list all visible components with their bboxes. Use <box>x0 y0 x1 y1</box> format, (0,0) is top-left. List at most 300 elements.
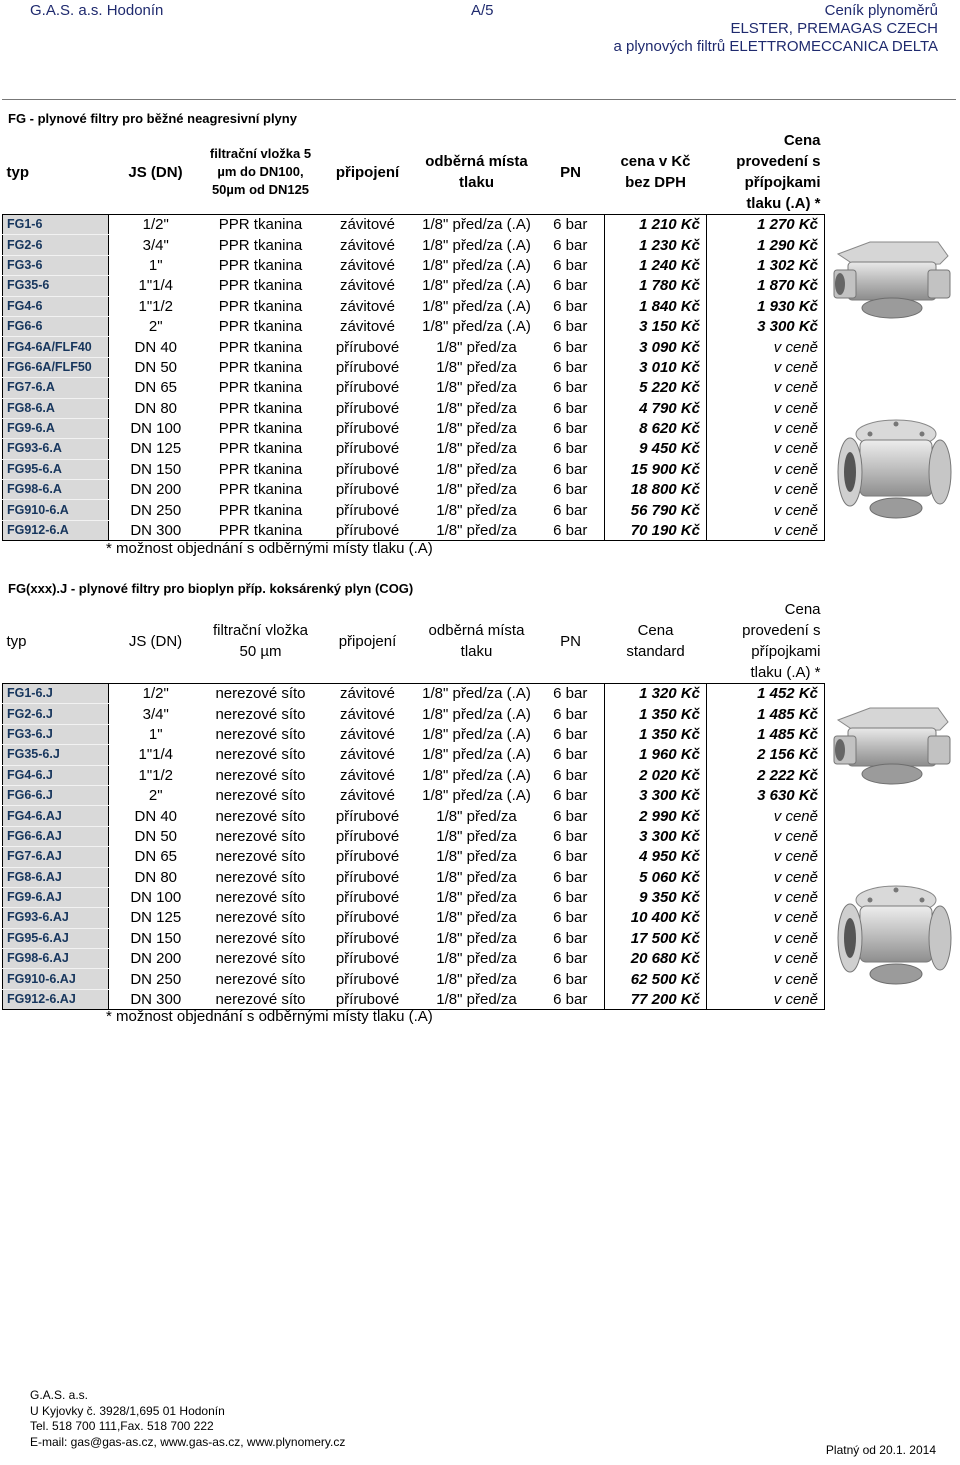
cell-typ: FG35-6.J <box>3 745 109 765</box>
cell-pripojeni: přírubové <box>335 399 400 417</box>
footer-address: U Kyjovky č. 3928/1,695 01 Hodonín <box>30 1403 225 1418</box>
table-row <box>3 806 825 826</box>
col-cena-provedeni <box>707 130 825 215</box>
cell-cena-provedeni: 3 300 Kč <box>707 316 825 336</box>
cell-cena-provedeni: v ceně <box>707 887 825 907</box>
cell-cena: 1 960 Kč <box>605 745 707 765</box>
col-pn: PN <box>537 130 605 215</box>
footer-phone: Tel. 518 700 111,Fax. 518 700 222 <box>30 1419 214 1433</box>
cell-pn: 6 bar <box>553 236 588 254</box>
cell-pn: 6 bar <box>553 216 588 234</box>
cell-js: DN 300 <box>109 989 203 1009</box>
col-vlozka-l2: 50 µm <box>239 643 282 660</box>
cell-cena: 2 020 Kč <box>605 765 707 785</box>
cell-pn: 6 bar <box>553 950 588 968</box>
table-row <box>3 867 825 887</box>
cell-odber: 1/8" před/za <box>436 440 517 458</box>
cell-vlozka: PPR tkanina <box>218 277 303 295</box>
cell-js: DN 200 <box>130 950 182 968</box>
cell-typ: FG35-6 <box>3 276 109 296</box>
cell-cena: 1 350 Kč <box>605 724 707 744</box>
cell-pn: 6 bar <box>553 868 588 886</box>
cell-js: DN 40 <box>134 338 178 356</box>
section1-note: * možnost objednání s odběrnými místy tlaku (.A) <box>106 540 433 557</box>
cell-cena-provedeni: v ceně <box>707 480 825 500</box>
cell-typ: FG912-6.AJ <box>3 989 109 1009</box>
cell-typ: FG93-6.A <box>3 439 109 459</box>
cell-js: DN 50 <box>134 358 178 376</box>
col-prov-l3: přípojkami <box>751 643 821 660</box>
cell-vlozka: PPR tkanina <box>218 460 303 478</box>
cell-cena-provedeni: v ceně <box>707 500 825 520</box>
cell-js: 1" <box>148 725 163 743</box>
cell-pripojeni: přírubové <box>335 338 400 356</box>
cell-typ: FG4-6 <box>3 296 109 316</box>
cell-js: 3/4" <box>142 236 169 254</box>
cell-vlozka: PPR tkanina <box>218 501 303 519</box>
cell-odber: 1/8" před/za <box>436 379 517 397</box>
cell-odber: 1/8" před/za (.A) <box>422 746 531 764</box>
cell-odber: 1/8" před/za <box>436 481 517 499</box>
cell-cena-provedeni: v ceně <box>707 847 825 867</box>
cell-pn: 6 bar <box>537 989 605 1009</box>
cell-cena-provedeni: v ceně <box>707 357 825 377</box>
cell-js: DN 250 <box>130 501 182 519</box>
cell-vlozka: PPR tkanina <box>218 216 303 234</box>
cell-cena-provedeni: 1 452 Kč <box>707 684 825 704</box>
cell-pn: 6 bar <box>553 970 588 988</box>
cell-vlozka: nerezové síto <box>215 807 306 825</box>
cell-odber: 1/8" před/za (.A) <box>422 216 531 234</box>
table-row <box>3 337 825 357</box>
cell-typ: FG910-6.A <box>3 500 109 520</box>
cell-cena: 1 780 Kč <box>605 276 707 296</box>
cell-js: DN 65 <box>134 848 178 866</box>
cell-pripojeni: přírubové <box>335 970 400 988</box>
cell-pn: 6 bar <box>553 889 588 907</box>
col-typ: typ <box>3 130 109 215</box>
table-row <box>3 704 825 724</box>
cell-js: DN 125 <box>130 909 182 927</box>
cell-typ: FG7-6.AJ <box>3 847 109 867</box>
cell-pripojeni: přírubové <box>335 358 400 376</box>
cell-odber: 1/8" před/za <box>436 909 517 927</box>
col-cena-provedeni <box>707 599 825 684</box>
col-typ: typ <box>3 599 109 684</box>
cell-vlozka: nerezové síto <box>215 868 306 886</box>
col-odber-l1: odběrná místa <box>428 622 525 639</box>
cell-vlozka: nerezové síto <box>215 950 306 968</box>
cell-cena: 9 350 Kč <box>605 887 707 907</box>
cell-cena: 10 400 Kč <box>605 908 707 928</box>
cell-odber: 1/8" před/za (.A) <box>422 685 531 703</box>
cell-js: DN 80 <box>134 399 178 417</box>
col-odber <box>417 130 537 215</box>
cell-js: 2" <box>148 318 163 336</box>
col-vlozka-l3: 50µm od DN125 <box>211 182 310 197</box>
cell-vlozka: nerezové síto <box>215 685 306 703</box>
threaded-filter-image <box>830 226 952 326</box>
table-row <box>3 255 825 275</box>
footer-company: G.A.S. a.s. <box>30 1388 89 1402</box>
cell-vlozka: PPR tkanina <box>218 318 303 336</box>
cell-pn: 6 bar <box>553 827 588 845</box>
cell-js: 3/4" <box>142 705 169 723</box>
table-row <box>3 480 825 500</box>
cell-typ: FG2-6.J <box>3 704 109 724</box>
cell-odber: 1/8" před/za (.A) <box>422 277 531 295</box>
title-line-1: Ceník plynoměrů <box>824 2 938 19</box>
cell-pn: 6 bar <box>553 746 588 764</box>
table-row <box>3 378 825 398</box>
cell-vlozka: nerezové síto <box>215 909 306 927</box>
cell-cena: 3 300 Kč <box>605 826 707 846</box>
col-vlozka-l1: filtrační vložka 5 <box>209 146 312 161</box>
cell-vlozka: nerezové síto <box>203 989 319 1009</box>
table-row <box>3 459 825 479</box>
cell-js: 1"1/4 <box>138 746 174 764</box>
company-name: G.A.S. a.s. Hodonín <box>30 2 164 19</box>
cell-vlozka: nerezové síto <box>215 766 306 784</box>
table-row <box>3 908 825 928</box>
cell-odber: 1/8" před/za (.A) <box>422 318 531 336</box>
cell-pripojeni: závitové <box>339 685 396 703</box>
cell-pn: 6 bar <box>553 420 588 438</box>
cell-js: DN 100 <box>130 889 182 907</box>
footer-email-web: E-mail: gas@gas-as.cz, www.gas-as.cz, www.plynomery.cz <box>30 1434 346 1449</box>
col-cena <box>605 130 707 215</box>
cell-pripojeni: závitové <box>339 216 396 234</box>
cell-js: DN 40 <box>134 807 178 825</box>
cell-vlozka: PPR tkanina <box>218 481 303 499</box>
cell-pn: 6 bar <box>553 848 588 866</box>
cell-typ: FG4-6A/FLF40 <box>3 337 109 357</box>
cell-cena: 5 220 Kč <box>605 378 707 398</box>
cell-vlozka: PPR tkanina <box>218 399 303 417</box>
cell-cena: 18 800 Kč <box>605 480 707 500</box>
cell-js: 1" <box>148 256 163 274</box>
cell-js: DN 100 <box>130 420 182 438</box>
cell-cena-provedeni: 2 222 Kč <box>707 765 825 785</box>
col-vlozka-l1: filtrační vložka <box>212 622 309 639</box>
col-prov-l2: provedení s <box>736 153 821 170</box>
col-prov-l4: tlaku (.A) * <box>750 664 821 681</box>
cell-pripojeni: závitové <box>339 746 396 764</box>
cell-vlozka: PPR tkanina <box>218 338 303 356</box>
cell-pripojeni: závitové <box>339 787 396 805</box>
cell-cena-provedeni: v ceně <box>707 949 825 969</box>
col-prov-l1: Cena <box>783 132 821 149</box>
cell-typ: FG912-6.A <box>3 520 109 540</box>
cell-cena-provedeni: 1 870 Kč <box>707 276 825 296</box>
cell-odber: 1/8" před/za <box>436 338 517 356</box>
filters-standard-table <box>2 130 825 541</box>
cell-pn: 6 bar <box>553 338 588 356</box>
cell-odber: 1/8" před/za <box>436 460 517 478</box>
cell-cena-provedeni: v ceně <box>707 928 825 948</box>
cell-odber: 1/8" před/za <box>436 807 517 825</box>
footer-contact <box>30 1388 345 1450</box>
table-row <box>3 928 825 948</box>
cell-typ: FG3-6 <box>3 255 109 275</box>
table-row <box>3 989 825 1009</box>
cell-odber: 1/8" před/za (.A) <box>422 297 531 315</box>
cell-js: DN 50 <box>134 827 178 845</box>
cell-typ: FG910-6.AJ <box>3 969 109 989</box>
col-vlozka <box>203 130 319 215</box>
cell-cena: 3 150 Kč <box>605 316 707 336</box>
cell-cena-provedeni: v ceně <box>707 459 825 479</box>
threaded-biogas-filter-image <box>830 692 952 792</box>
cell-cena: 4 950 Kč <box>605 847 707 867</box>
cell-cena: 1 320 Kč <box>605 684 707 704</box>
cell-js: DN 150 <box>130 929 182 947</box>
table-row <box>3 357 825 377</box>
table-row <box>3 439 825 459</box>
cell-typ: FG98-6.AJ <box>3 949 109 969</box>
col-cena <box>605 599 707 684</box>
table-row <box>3 215 825 235</box>
col-js: JS (DN) <box>109 130 203 215</box>
cell-typ: FG98-6.A <box>3 480 109 500</box>
cell-pn: 6 bar <box>553 440 588 458</box>
filters-biogas-table <box>2 599 825 1010</box>
cell-vlozka: nerezové síto <box>215 889 306 907</box>
cell-pn: 6 bar <box>553 358 588 376</box>
col-prov-l4: tlaku (.A) * <box>746 195 821 212</box>
table-row <box>3 418 825 438</box>
cell-odber: 1/8" před/za <box>436 848 517 866</box>
cell-vlozka: nerezové síto <box>215 929 306 947</box>
cell-vlozka: nerezové síto <box>215 848 306 866</box>
title-line-3: a plynových filtrů ELETTROMECCANICA DELTA <box>613 38 938 55</box>
cell-js: DN 65 <box>134 379 178 397</box>
cell-cena-provedeni: 1 930 Kč <box>707 296 825 316</box>
cell-pripojeni: přírubové <box>335 481 400 499</box>
cell-odber: 1/8" před/za (.A) <box>422 256 531 274</box>
table-row <box>3 949 825 969</box>
cell-typ: FG8-6.AJ <box>3 867 109 887</box>
table-row <box>3 847 825 867</box>
cell-pn: 6 bar <box>553 705 588 723</box>
cell-js: 1"1/2 <box>138 297 174 315</box>
cell-js: DN 125 <box>130 440 182 458</box>
cell-cena: 1 840 Kč <box>605 296 707 316</box>
cell-cena-provedeni: 1 485 Kč <box>707 704 825 724</box>
cell-cena: 56 790 Kč <box>605 500 707 520</box>
cell-pn: 6 bar <box>553 256 588 274</box>
cell-cena-provedeni: v ceně <box>707 969 825 989</box>
cell-pn: 6 bar <box>553 399 588 417</box>
cell-cena: 70 190 Kč <box>605 520 707 540</box>
cell-vlozka: nerezové síto <box>215 970 306 988</box>
col-odber-l2: tlaku <box>460 643 493 660</box>
cell-js: 1"1/4 <box>138 277 174 295</box>
header-divider <box>2 99 956 100</box>
cell-typ: FG6-6 <box>3 316 109 336</box>
cell-cena: 1 230 Kč <box>605 235 707 255</box>
cell-pripojeni: závitové <box>339 766 396 784</box>
cell-cena: 62 500 Kč <box>605 969 707 989</box>
cell-pripojeni: přírubové <box>335 460 400 478</box>
cell-pripojeni: přírubové <box>335 909 400 927</box>
cell-pn: 6 bar <box>553 501 588 519</box>
cell-pn: 6 bar <box>553 929 588 947</box>
col-cena-l1: cena v Kč <box>620 153 691 170</box>
cell-pn: 6 bar <box>553 725 588 743</box>
col-pn: PN <box>537 599 605 684</box>
cell-pn: 6 bar <box>553 460 588 478</box>
cell-js: DN 200 <box>130 481 182 499</box>
cell-odber: 1/8" před/za <box>436 501 517 519</box>
cell-pn: 6 bar <box>553 766 588 784</box>
cell-pripojeni: závitové <box>339 297 396 315</box>
cell-js: 1"1/2 <box>138 766 174 784</box>
cell-cena-provedeni: v ceně <box>707 867 825 887</box>
cell-pripojeni: přírubové <box>335 379 400 397</box>
section2-title: FG(xxx).J - plynové filtry pro bioplyn příp. koksárenký plyn (COG) <box>8 581 414 596</box>
cell-cena: 1 350 Kč <box>605 704 707 724</box>
cell-odber: 1/8" před/za (.A) <box>422 705 531 723</box>
cell-cena-provedeni: v ceně <box>707 826 825 846</box>
section1-title: FG - plynové filtry pro běžné neagresivní plyny <box>8 111 297 126</box>
cell-vlozka: nerezové síto <box>215 827 306 845</box>
cell-js: 2" <box>148 787 163 805</box>
cell-odber: 1/8" před/za <box>436 358 517 376</box>
cell-pn: 6 bar <box>553 277 588 295</box>
col-odber <box>417 599 537 684</box>
cell-vlozka: nerezové síto <box>215 725 306 743</box>
cell-typ: FG4-6.J <box>3 765 109 785</box>
cell-cena: 15 900 Kč <box>605 459 707 479</box>
table-row <box>3 296 825 316</box>
cell-vlozka: PPR tkanina <box>218 256 303 274</box>
cell-pn: 6 bar <box>553 787 588 805</box>
cell-typ: FG7-6.A <box>3 378 109 398</box>
cell-odber: 1/8" před/za <box>436 970 517 988</box>
document-title <box>613 2 938 56</box>
col-cena-l2: bez DPH <box>625 174 686 191</box>
cell-pripojeni: přírubové <box>335 868 400 886</box>
cell-cena-provedeni: v ceně <box>707 439 825 459</box>
cell-cena-provedeni: v ceně <box>707 398 825 418</box>
cell-js: 1/2" <box>142 685 169 703</box>
cell-cena-provedeni: 1 290 Kč <box>707 235 825 255</box>
cell-cena: 2 990 Kč <box>605 806 707 826</box>
cell-cena-provedeni: v ceně <box>707 418 825 438</box>
cell-cena-provedeni: 1 485 Kč <box>707 724 825 744</box>
cell-odber: 1/8" před/za <box>436 420 517 438</box>
cell-vlozka: PPR tkanina <box>218 440 303 458</box>
cell-pn: 6 bar <box>553 807 588 825</box>
cell-typ: FG1-6.J <box>3 684 109 704</box>
cell-pripojeni: závitové <box>339 256 396 274</box>
cell-pn: 6 bar <box>537 520 605 540</box>
cell-pripojeni: přírubové <box>335 929 400 947</box>
valid-from: Platný od 20.1. 2014 <box>825 1443 936 1457</box>
table-row <box>3 969 825 989</box>
cell-odber: 1/8" před/za <box>436 950 517 968</box>
col-js: JS (DN) <box>109 599 203 684</box>
cell-cena: 17 500 Kč <box>605 928 707 948</box>
col-prov-l1: Cena <box>784 601 821 618</box>
cell-typ: FG2-6 <box>3 235 109 255</box>
cell-cena-provedeni: v ceně <box>707 806 825 826</box>
cell-cena: 77 200 Kč <box>605 989 707 1009</box>
section2-note: * možnost objednání s odběrnými místy tlaku (.A) <box>106 1008 433 1025</box>
cell-typ: FG6-6A/FLF50 <box>3 357 109 377</box>
col-vlozka <box>203 599 319 684</box>
cell-cena: 5 060 Kč <box>605 867 707 887</box>
title-line-2: ELSTER, PREMAGAS CZECH <box>730 20 938 37</box>
cell-odber: 1/8" před/za (.A) <box>422 766 531 784</box>
cell-cena: 4 790 Kč <box>605 398 707 418</box>
cell-typ: FG8-6.A <box>3 398 109 418</box>
cell-odber: 1/8" před/za <box>436 889 517 907</box>
cell-typ: FG3-6.J <box>3 724 109 744</box>
table-row <box>3 316 825 336</box>
cell-typ: FG95-6.AJ <box>3 928 109 948</box>
cell-vlozka: PPR tkanina <box>218 236 303 254</box>
cell-js: 1/2" <box>142 216 169 234</box>
flanged-biogas-filter-image <box>830 866 954 990</box>
cell-typ: FG6-6.AJ <box>3 826 109 846</box>
col-pripojeni: připojení <box>319 599 417 684</box>
table-row <box>3 398 825 418</box>
cell-odber: 1/8" před/za <box>417 520 537 540</box>
table-row <box>3 745 825 765</box>
col-cena-l2: standard <box>626 643 685 660</box>
page-number: A/5 <box>471 2 494 19</box>
table-row <box>3 235 825 255</box>
cell-pripojeni: přírubové <box>319 989 417 1009</box>
cell-typ: FG9-6.AJ <box>3 887 109 907</box>
cell-cena: 20 680 Kč <box>605 949 707 969</box>
table-row <box>3 887 825 907</box>
cell-odber: 1/8" před/za (.A) <box>422 725 531 743</box>
cell-cena-provedeni: 2 156 Kč <box>707 745 825 765</box>
cell-cena-provedeni: v ceně <box>707 337 825 357</box>
table-row <box>3 765 825 785</box>
cell-odber: 1/8" před/za <box>436 399 517 417</box>
cell-typ: FG6-6.J <box>3 785 109 805</box>
cell-pripojeni: přírubové <box>335 827 400 845</box>
cell-pripojeni: přírubové <box>335 807 400 825</box>
cell-pripojeni: přírubové <box>335 440 400 458</box>
cell-pn: 6 bar <box>553 481 588 499</box>
cell-vlozka: nerezové síto <box>215 787 306 805</box>
cell-vlozka: PPR tkanina <box>203 520 319 540</box>
cell-cena: 8 620 Kč <box>605 418 707 438</box>
col-prov-l2: provedení s <box>742 622 821 639</box>
col-cena-l1: Cena <box>637 622 674 639</box>
cell-cena-provedeni: v ceně <box>707 908 825 928</box>
cell-js: DN 80 <box>134 868 178 886</box>
cell-cena-provedeni: 3 630 Kč <box>707 785 825 805</box>
table-row <box>3 826 825 846</box>
table-row <box>3 500 825 520</box>
cell-pn: 6 bar <box>553 297 588 315</box>
table-row <box>3 276 825 296</box>
cell-js: DN 250 <box>130 970 182 988</box>
table-row <box>3 724 825 744</box>
cell-typ: FG4-6.AJ <box>3 806 109 826</box>
cell-cena-provedeni: v ceně <box>707 378 825 398</box>
flanged-filter-image <box>830 400 954 524</box>
col-odber-l1: odběrná místa <box>425 153 528 170</box>
cell-typ: FG1-6 <box>3 215 109 235</box>
cell-pn: 6 bar <box>553 685 588 703</box>
